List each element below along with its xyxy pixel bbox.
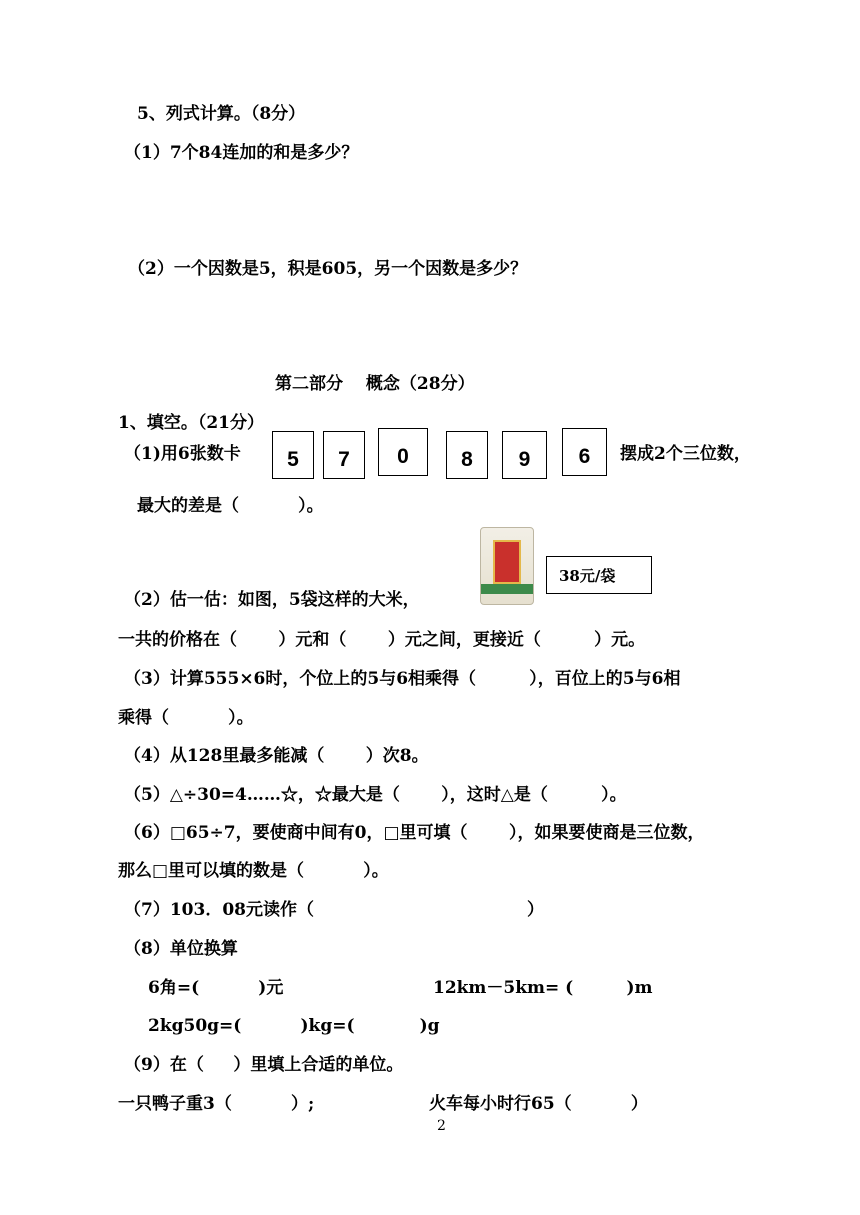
number-card: 0: [378, 428, 428, 476]
unit-conversion-a: 6角=( )元: [148, 978, 284, 998]
number-card: 6: [562, 428, 607, 476]
question-6-line2: 那么□里可以填的数是（ ）。: [118, 861, 389, 881]
number-card: 5: [272, 431, 314, 479]
section-5-title: 5、列式计算。（8分）: [137, 104, 306, 124]
question-2-line1: （2）估一估：如图，5袋这样的大米，: [124, 590, 420, 610]
question-9-title: （9）在（ ）里填上合适的单位。: [124, 1055, 404, 1075]
question-2-line2: 一共的价格在（ ）元和（ ）元之间，更接近（ ）元。: [118, 630, 646, 650]
question-7: （7）103．08元读作（ ）: [124, 900, 545, 920]
question-1-suffix: 摆成2个三位数，: [620, 444, 751, 464]
number-card: 7: [323, 431, 365, 479]
question-8-title: （8）单位换算: [124, 939, 238, 959]
page-number: 2: [437, 1118, 446, 1134]
question-5-1: （1）7个84连加的和是多少？: [124, 143, 359, 163]
number-card: 8: [446, 431, 488, 479]
number-card: 9: [502, 431, 547, 479]
question-5-2: （2）一个因数是5，积是605，另一个因数是多少？: [128, 259, 528, 279]
unit-conversion-b: 12km－5km= ( )m: [433, 978, 653, 998]
rice-bag-image: [480, 527, 534, 605]
question-3-line1: （3）计算555×6时，个位上的5与6相乘得（ ），百位上的5与6相: [124, 669, 681, 689]
question-9-train: 火车每小时行65（ ）: [429, 1094, 648, 1114]
unit-conversion-c: 2kg50g=( )kg=( )g: [148, 1016, 440, 1036]
question-9-duck: 一只鸭子重3（ ）;: [118, 1094, 315, 1114]
question-1-line2: 最大的差是（ ）。: [137, 496, 324, 516]
question-5: （5）△÷30=4……☆，☆最大是（ ），这时△是（ ）。: [124, 785, 627, 805]
question-6-line1: （6）□65÷7，要使商中间有0，□里可填（ ），如果要使商是三位数，: [124, 823, 705, 843]
question-4: （4）从128里最多能减（ ）次8。: [124, 746, 429, 766]
fill-in-title: 1、填空。（21分）: [118, 413, 264, 433]
price-tag: 38元/袋: [546, 556, 652, 594]
rice-bag-band: [481, 584, 533, 594]
question-1-prefix: （1)用6张数卡: [124, 444, 241, 464]
part-two-heading: 第二部分 概念（28分）: [275, 374, 475, 394]
question-3-line2: 乘得（ ）。: [118, 708, 254, 728]
rice-bag-label: [493, 540, 521, 584]
